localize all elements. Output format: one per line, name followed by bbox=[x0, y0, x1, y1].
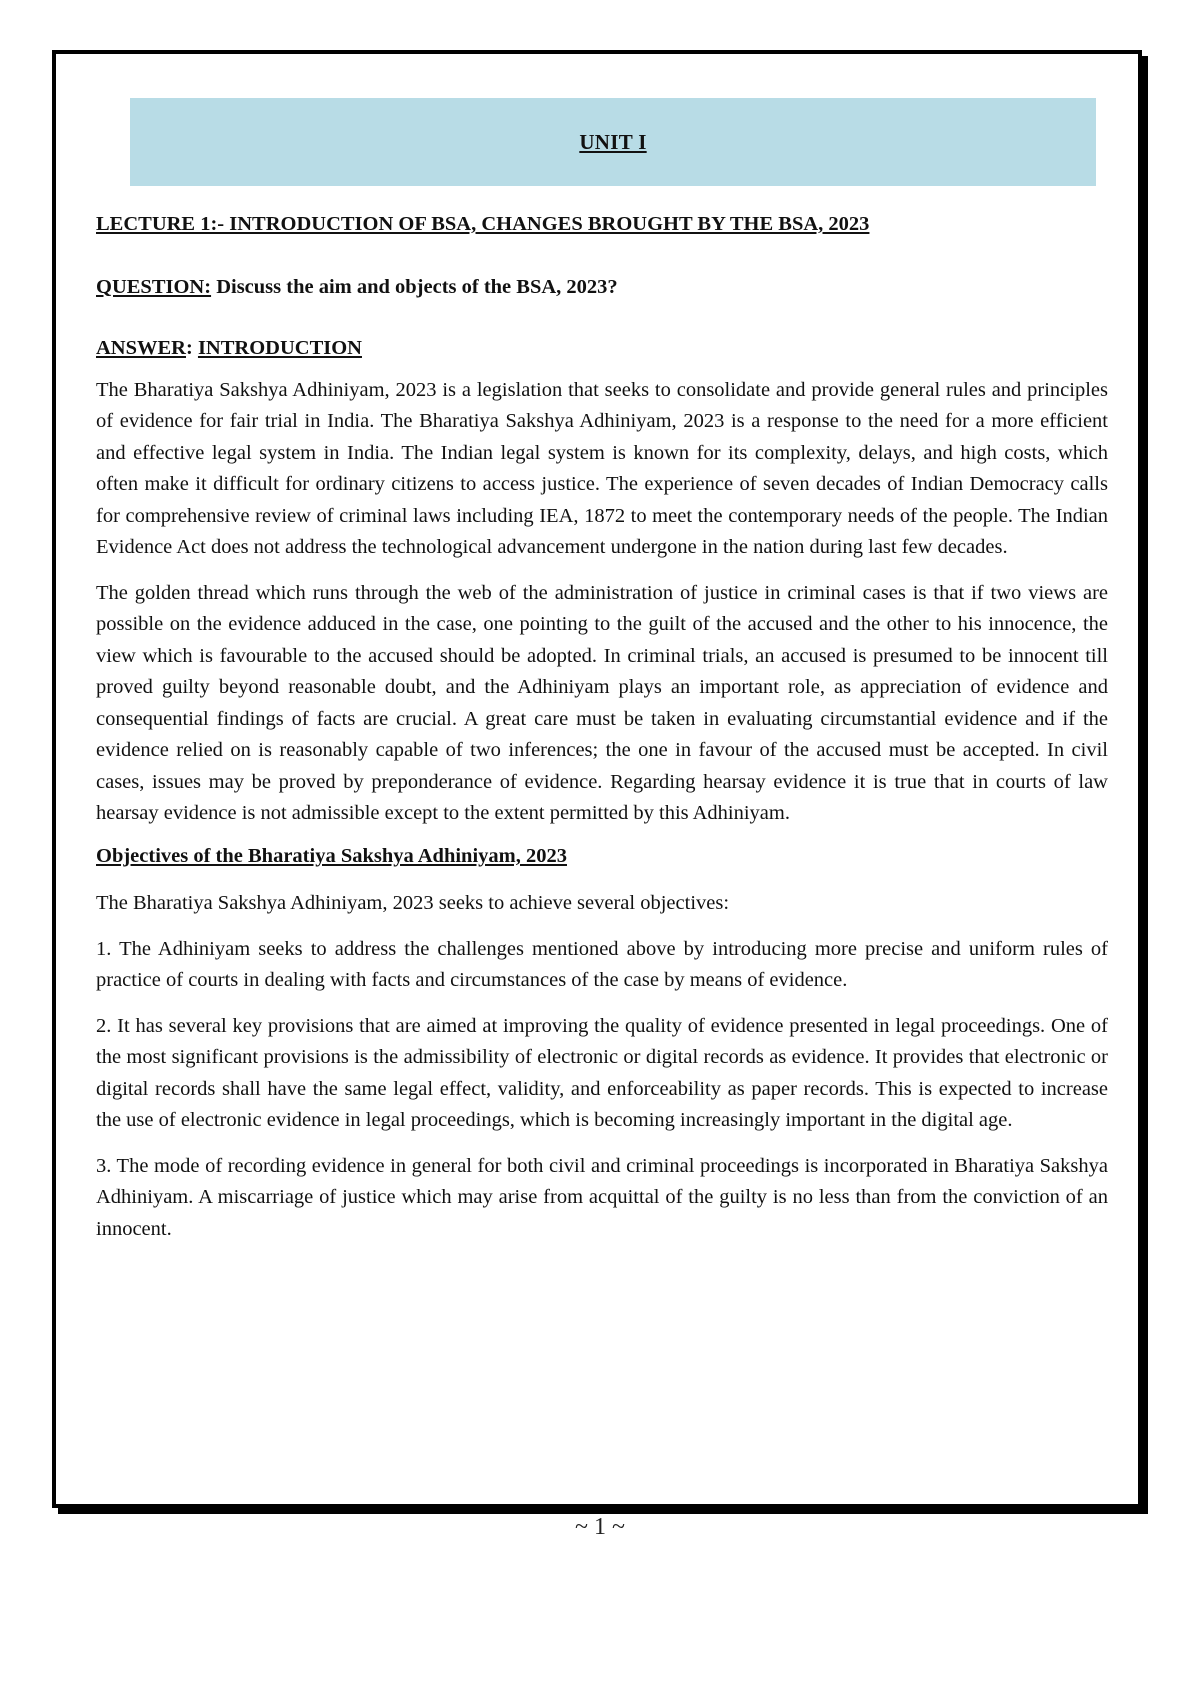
page-border-frame bbox=[52, 50, 1142, 1508]
answer-label: ANSWER bbox=[96, 337, 186, 360]
unit-banner bbox=[130, 98, 1096, 186]
answer-separator: : bbox=[186, 337, 198, 360]
intro-paragraph-1: The Bharatiya Sakshya Adhiniyam, 2023 is a legislation that seeks to consolidate and provide general rules and principles of evidence for fair trial in India. The Bharatiya Sakshya Adhiniyam, 2023 is a response to the need for a more efficient and effective legal system in India. The Indian legal system is known for its complexity, delays, and high costs, which often make it difficult for ordinary citizens to access justice. The experience of seven decades of Indian Democracy calls for comprehensive review of criminal laws including IEA, 1872 to meet the contemporary needs of the people. The Indian Evidence Act does not address the technological advancement undergone in the nation during last few decades. bbox=[96, 378, 1108, 559]
objectives-intro: The Bharatiya Sakshya Adhiniyam, 2023 seeks to achieve several objectives: bbox=[96, 892, 730, 915]
intro-paragraph-2: The golden thread which runs through the web of the administration of justice in criminal cases is that if two views are possible on the evidence adduced in the case, one pointing to the guilt of the accused and the other to his innocence, the view which is favourable to the accused should be adopted. In criminal trials, an accused is presumed to be innocent till proved guilty beyond reasonable doubt, and the Adhiniyam plays an important role, as appreciation of evidence and consequential findings of facts are crucial. A great care must be taken in evaluating circumstantial evidence and if the evidence relied on is reasonably capable of two inferences; the one in favour of the accused must be accepted. In civil cases, issues may be proved by preponderance of evidence. Regarding hearsay evidence it is true that in courts of law hearsay evidence is not admissible except to the extent permitted by this Adhiniyam. bbox=[96, 581, 1108, 825]
objective-item-3: 3. The mode of recording evidence in general for both civil and criminal proceedings is incorporated in Bharatiya Sakshya Adhiniyam. A miscarriage of justice which may arise from acquittal of the guilty is no less than from the conviction of an innocent. bbox=[96, 1154, 1108, 1240]
unit-title: UNIT I bbox=[579, 129, 647, 154]
document-body bbox=[96, 212, 1108, 1259]
objective-item-1: 1. The Adhiniyam seeks to address the challenges mentioned above by introducing more precise and uniform rules of practice of courts in dealing with facts and circumstances of the case by means of evidence. bbox=[96, 937, 1108, 992]
lecture-heading: LECTURE 1:- INTRODUCTION OF BSA, CHANGES BROUGHT BY THE BSA, 2023 bbox=[96, 213, 870, 235]
objectives-heading: Objectives of the Bharatiya Sakshya Adhiniyam, 2023 bbox=[96, 844, 567, 867]
question-label: QUESTION: bbox=[96, 275, 212, 298]
answer-line bbox=[96, 336, 1108, 361]
question-text: Discuss the aim and objects of the BSA, 2023? bbox=[211, 275, 618, 298]
objective-item-2: 2. It has several key provisions that are aimed at improving the quality of evidence presented in legal proceedings. One of the most significant provisions is the admissibility of electronic or digital records as evidence. It provides that electronic or digital records shall have the same legal effect, validity, and enforceability as paper records. This is expected to increase the use of electronic evidence in legal proceedings, which is becoming increasingly important in the digital age. bbox=[96, 1014, 1108, 1132]
question-line bbox=[96, 275, 1108, 300]
page-number: ~ 1 ~ bbox=[575, 1514, 625, 1540]
answer-heading: INTRODUCTION bbox=[197, 337, 362, 360]
